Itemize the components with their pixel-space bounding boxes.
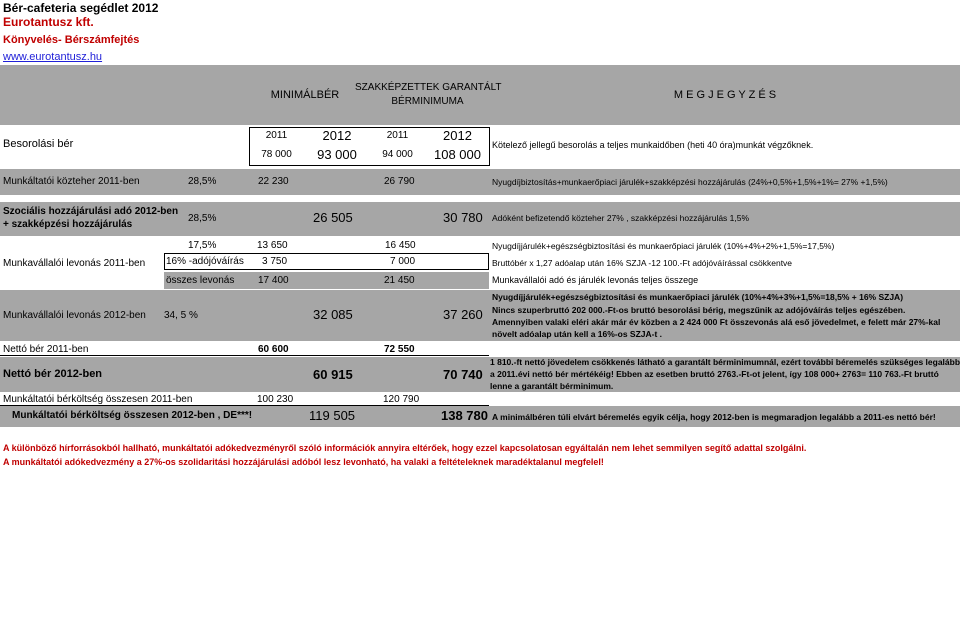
- year-2011-b: 2011: [386, 130, 409, 141]
- munkaltatoi-2011-note: Nyugdíjbiztosítás+munkaerőpiaci járulék+szakképzési hozzájárulás (24%+0,5%+1,5%+1%= 27% +1,5%): [492, 177, 888, 187]
- levonas-2011-r1-note: Nyugdíjjárulék+egészségbiztosítási és munkaerőpiaci járulék (10%+4%+2%+1,5%=17,5%): [492, 241, 835, 251]
- netto-2012-v1: 60 915: [313, 367, 353, 382]
- levonas-2012-v2: 37 260: [443, 307, 483, 322]
- netto-2011-underline: [0, 355, 489, 356]
- levonas-2012-note-1: Nyugdíjjárulék+egészségbiztosítási és munkaerőpiaci járulék (10%+4%+3%+1,5%=18,5% + 16% SZJA): [492, 292, 904, 302]
- netto-2011-v1: 60 600: [258, 344, 289, 355]
- szocho-v1: 26 505: [313, 210, 353, 225]
- besorolas-2012-gar: 108 000: [434, 147, 481, 162]
- services-label: Könyvelés- Bérszámfejtés: [3, 34, 140, 46]
- levonas-2011-r3-v1: 17 400: [258, 275, 289, 286]
- szocho-label-2: + szakképzési hozzájárulás: [3, 219, 133, 230]
- netto-2011-label: Nettó bér 2011-ben: [3, 344, 89, 355]
- footer-line-2: A munkáltatói adókedvezmény a 27%-os szolidaritási hozzájárulási adóból lesz levonható, ha valaki a feltételeknek maradéktalanul megfelel!: [3, 457, 604, 467]
- levonas-2011-r1-v2: 16 450: [385, 240, 416, 251]
- munkaltatoi-2011-rate: 28,5%: [188, 176, 217, 187]
- szocho-rate: 28,5%: [188, 213, 217, 224]
- koltseg-2011-label: Munkáltatói bérköltség összesen 2011-ben: [3, 394, 193, 405]
- levonas-2012-rate: 34, 5 %: [164, 310, 198, 321]
- szocho-label-1: Szociális hozzájárulási adó 2012-ben: [3, 206, 179, 217]
- koltseg-2011-v1: 100 230: [257, 394, 294, 405]
- levonas-2012-v1: 32 085: [313, 307, 353, 322]
- levonas-2011-label: Munkavállalói levonás 2011-ben: [3, 258, 146, 269]
- levonas-2011-r1-rate: 17,5%: [188, 240, 217, 251]
- besorolas-2012-min: 93 000: [317, 147, 357, 162]
- year-2011-a: 2011: [265, 130, 288, 141]
- besorolas-2011-min: 78 000: [261, 149, 292, 160]
- besorolas-note: Kötelező jellegű besorolás a teljes munkaidőben (heti 40 óra)munkát végzőknek.: [492, 140, 814, 150]
- levonas-2012-note-2: Nincs szuperbruttó 202 000.-Ft-os bruttó besorolási bérig, megszűnik az adójóváírás teljes egészében. Amennyiben valaki eléri akár már év közben a 2 424 000 Ft összevonás alá eső jövedelmet, e felett már 27%-kal növelt adóalap után kell a 16%-os SZJA-t .: [492, 305, 941, 339]
- doc-title: Bér-cafeteria segédlet 2012: [3, 1, 159, 15]
- levonas-2011-r2-v2: 7 000: [390, 256, 416, 267]
- banner-megjegyzes: M E G J E G Y Z É S: [673, 89, 777, 101]
- netto-2012-note-1: 1 810.-ft nettó jövedelem csökkenés látható a garantált bérminimumnál, ezért további béremelés szükséges legalább: [490, 357, 960, 367]
- company-name: Eurotantusz kft.: [3, 15, 94, 29]
- koltseg-2012-label: Munkáltatói bérköltség összesen 2012-ben , DE***!: [12, 410, 253, 421]
- banner-garantalt-1: SZAKKÉPZETTEK GARANTÁLT: [355, 82, 502, 93]
- levonas-2012-label: Munkavállalói levonás 2012-ben: [3, 310, 146, 321]
- munkaltatoi-2011-v1: 22 230: [258, 176, 289, 187]
- koltseg-2012-note: A minimálbéren túli elvárt béremelés egyik célja, hogy 2012-ben is megmaradjon legalább a 2011-es nettó bér!: [492, 412, 936, 422]
- netto-2011-v2: 72 550: [384, 344, 415, 355]
- munkaltatoi-2011-label: Munkáltatói közteher 2011-ben: [3, 176, 140, 187]
- koltseg-2011-v2: 120 790: [383, 394, 420, 405]
- year-2012-b: 2012: [443, 128, 472, 143]
- levonas-2011-r2-note: Bruttóbér x 1,27 adóalap után 16% SZJA -12 100.-Ft adójóváírással csökkentve: [492, 258, 793, 268]
- banner-garantalt-2: BÉRMINIMUMA: [391, 96, 464, 107]
- footer-line-1: A különböző hírforrásokból hallható, munkáltatói adókedvezményről szóló információk annyira eltérőek, hogy ezzel kapcsolatosan egyáltalán nem lehet semmilyen segítő adattal szolgálni.: [3, 443, 807, 453]
- levonas-2011-r2-v1: 3 750: [262, 256, 288, 267]
- levonas-2011-r3-note: Munkavállalói adó és járulék levonás teljes összege: [492, 275, 699, 285]
- levonas-2011-r3-label: összes levonás: [166, 275, 235, 286]
- besorolas-2011-gar: 94 000: [382, 149, 413, 160]
- levonas-2011-r1-v1: 13 650: [257, 240, 288, 251]
- netto-2012-note-2: a 2011.évi nettó bér mértékéig! Ebben az esetben bruttó 2763.-Ft-ot jelent, így 108 000+ 2763= 110 763.-Ft bruttó: [490, 369, 939, 379]
- szocho-v2: 30 780: [443, 210, 483, 225]
- levonas-2011-r3-v2: 21 450: [384, 275, 415, 286]
- netto-2012-label: Nettó bér 2012-ben: [3, 368, 103, 380]
- netto-2012-note-3: lenne a garantált bérminimum.: [490, 381, 614, 391]
- year-2012-a: 2012: [322, 128, 352, 143]
- netto-2012-v2: 70 740: [443, 367, 483, 382]
- levonas-2011-r2-rate: 16% -adójóváírás: [166, 256, 244, 267]
- website-link[interactable]: www.eurotantusz.hu: [3, 51, 103, 63]
- besorolas-label: Besorolási bér: [3, 138, 74, 150]
- banner-minimalber: MINIMÁLBÉR: [270, 89, 340, 101]
- koltseg-2012-v2: 138 780: [441, 408, 488, 423]
- koltseg-2012-v1: 119 505: [309, 408, 356, 423]
- szocho-note: Adóként befizetendő közteher 27% , szakképzési hozzájárulás 1,5%: [492, 213, 750, 223]
- munkaltatoi-2011-v2: 26 790: [384, 176, 415, 187]
